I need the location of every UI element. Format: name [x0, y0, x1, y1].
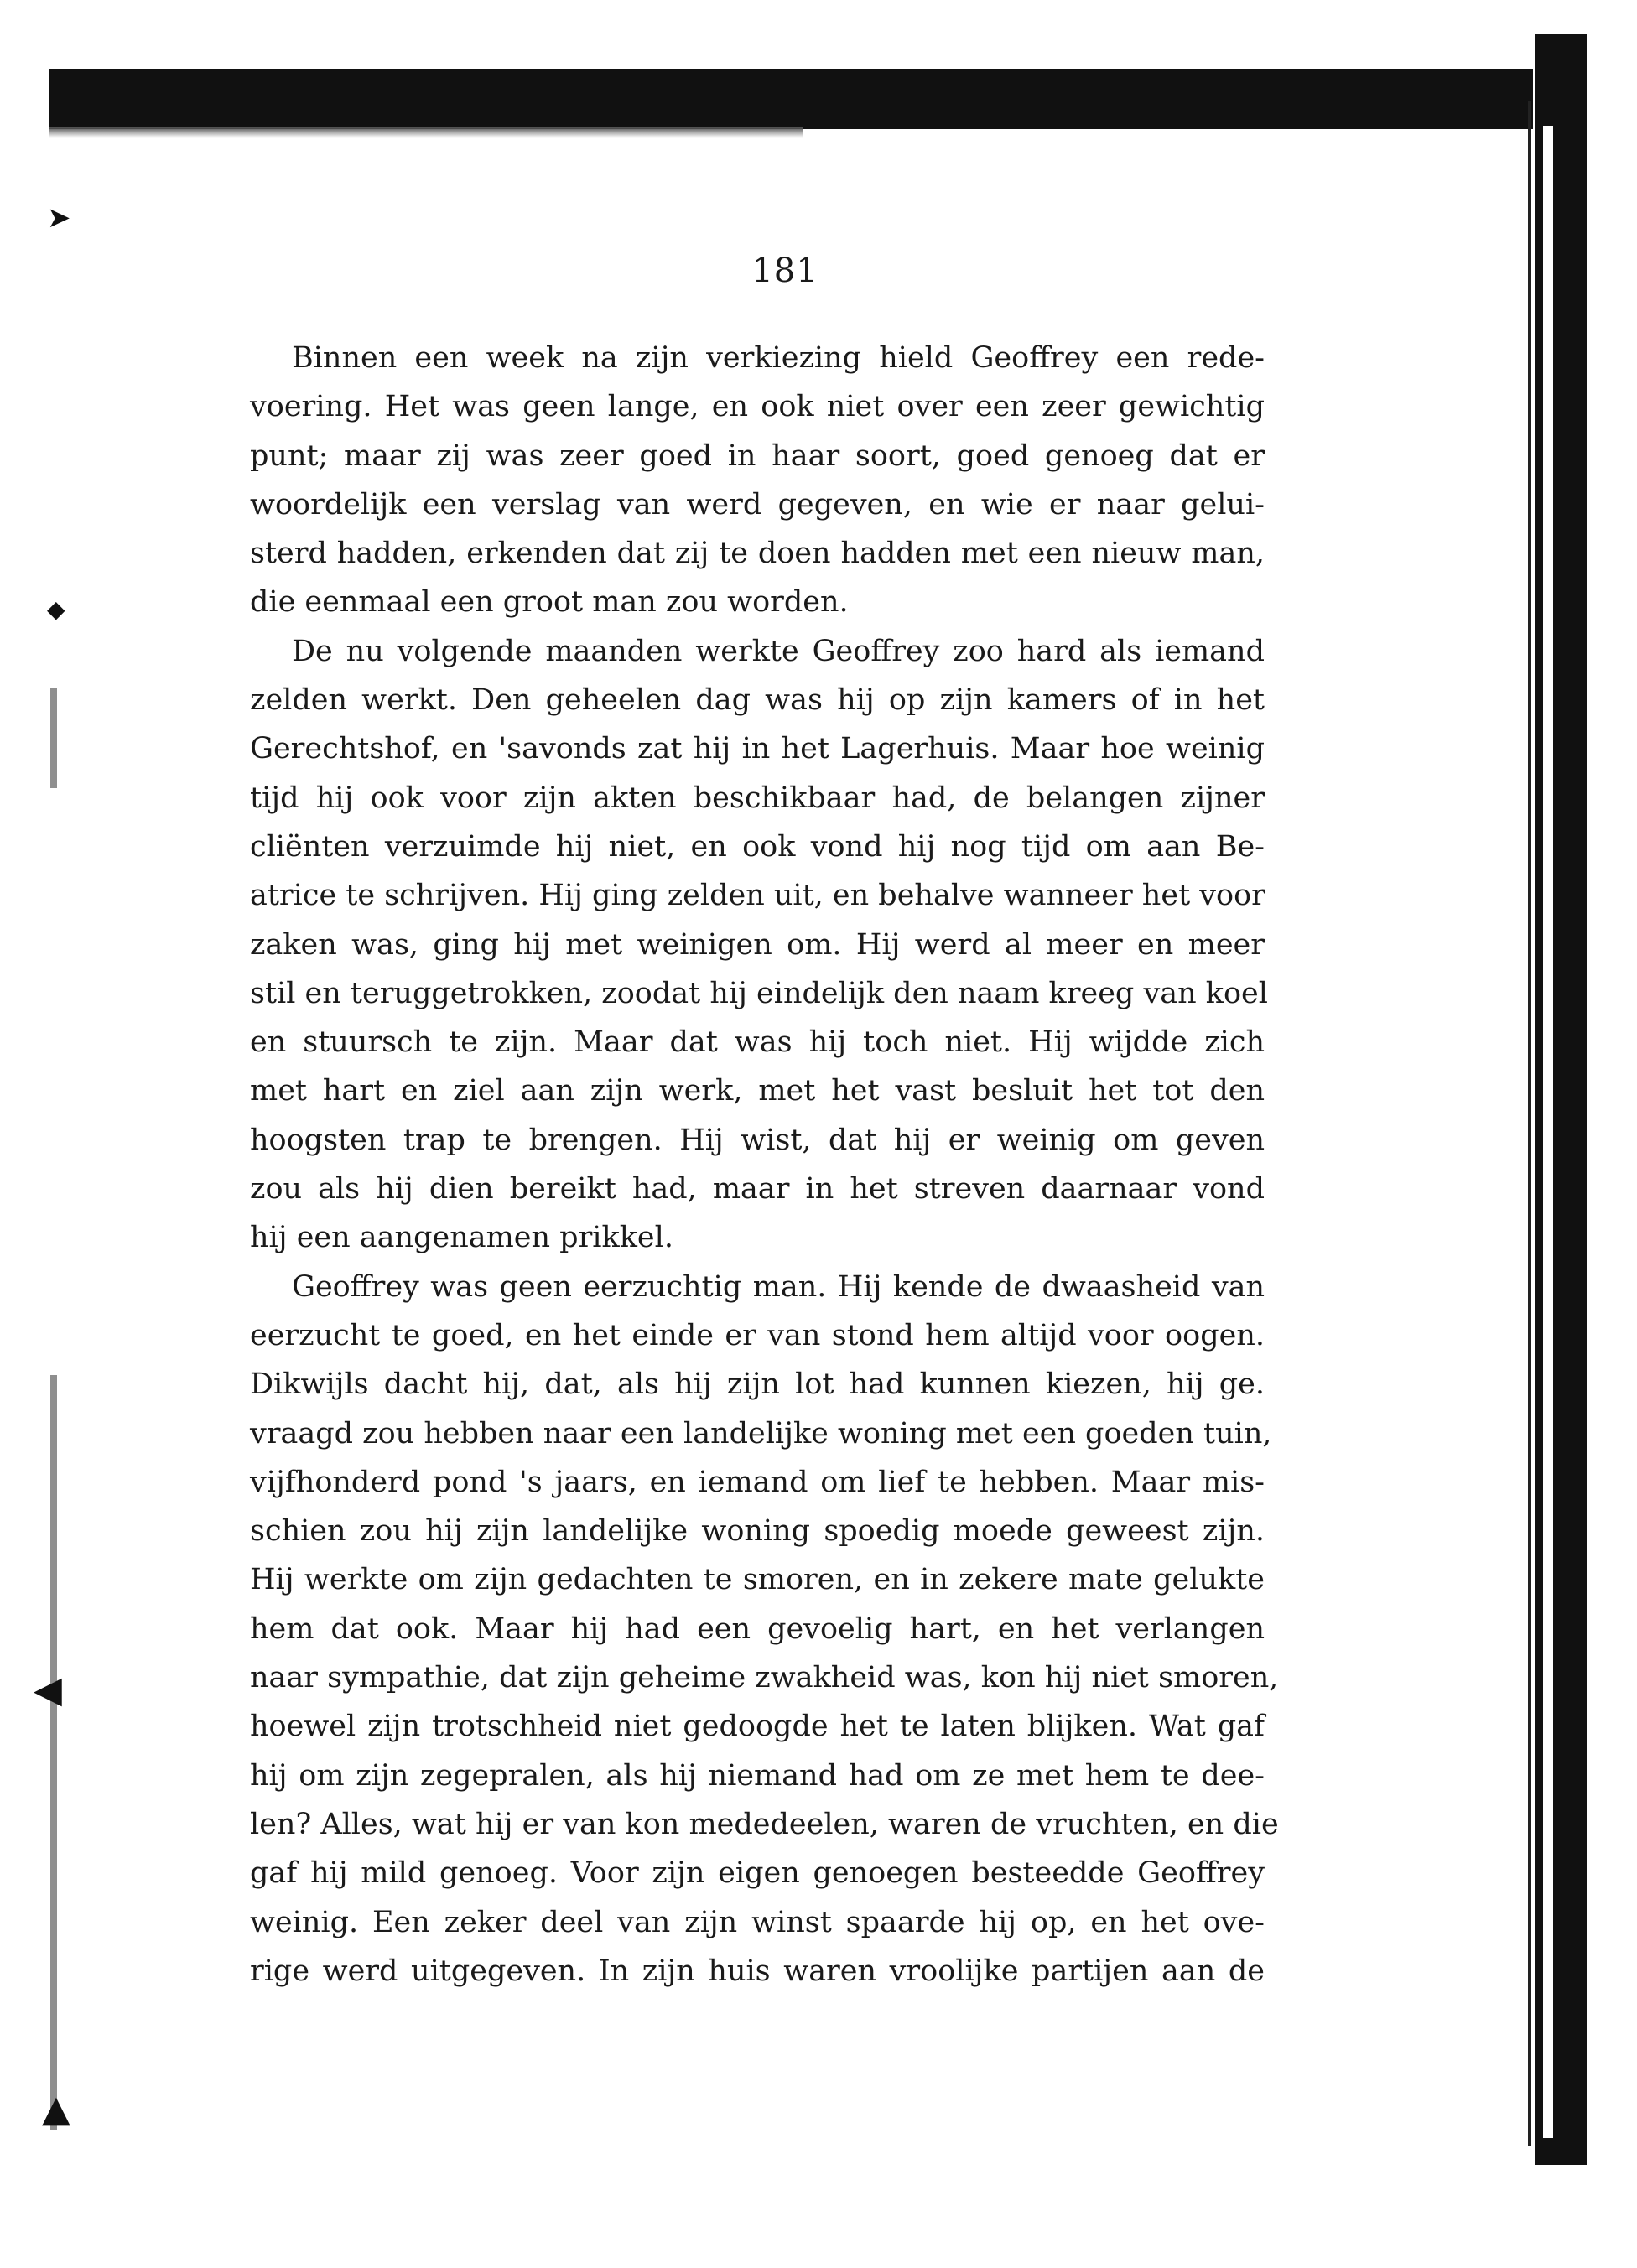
- paragraph: [250, 627, 1268, 1263]
- text-line: schien zou hij zijn landelijke woning spoedig moede geweest zijn.: [250, 1514, 1265, 1549]
- text-line: voering. Het was geen lange, en ook niet over een zeer gewichtig: [250, 390, 1265, 424]
- text-line: woordelijk een verslag van werd gegeven, en wie er naar gelui-: [250, 487, 1265, 522]
- text-line: naar sympathie, dat zijn geheime zwakheid was, kon hij niet smoren,: [250, 1661, 1279, 1695]
- text-line: punt; maar zij was zeer goed in haar soort, goed genoeg dat er: [250, 439, 1265, 473]
- page-number: 181: [751, 252, 818, 290]
- text-line: tijd hij ook voor zijn akten beschikbaar had, de belangen zijner: [250, 781, 1265, 815]
- text-line: Gerechtshof, en 'savonds zat hij in het Lagerhuis. Maar hoe weinig: [250, 732, 1265, 766]
- text-line: die eenmaal een groot man zou worden.: [250, 585, 849, 620]
- text-line: hij een aangenamen prikkel.: [250, 1221, 673, 1255]
- scan-right-border-gap: [1543, 126, 1553, 2138]
- text-line: vraagd zou hebben naar een landelijke woning met een goeden tuin,: [250, 1416, 1272, 1451]
- scan-left-smudge: [50, 688, 57, 788]
- text-line: gaf hij mild genoeg. Voor zijn eigen genoegen besteedde Geoffrey: [250, 1856, 1265, 1891]
- text-line: cliënten verzuimde hij niet, en ook vond hij nog tijd om aan Be-: [250, 829, 1265, 864]
- text-line: zou als hij dien bereikt had, maar in het streven daarnaar vond: [250, 1172, 1265, 1207]
- scan-mark-icon: ➤: [47, 201, 71, 235]
- paragraph: [250, 334, 1265, 627]
- text-line: Hij werkte om zijn gedachten te smoren, en in zekere mate gelukte: [250, 1563, 1265, 1597]
- scan-right-line: [1528, 101, 1531, 2146]
- text-line: met hart en ziel aan zijn werk, met het vast besluit het tot den: [250, 1074, 1265, 1108]
- text-line: len? Alles, wat hij er van kon mededeelen, waren de vruchten, en die: [250, 1807, 1279, 1841]
- text-line: weinig. Een zeker deel van zijn winst spaarde hij op, en het ove-: [250, 1905, 1265, 1939]
- text-line: hij om zijn zegepralen, als hij niemand had om ze met hem te dee-: [250, 1758, 1265, 1793]
- body-text: [250, 334, 1279, 1996]
- scan-mark-icon: ◆: [47, 595, 65, 623]
- text-line: hem dat ook. Maar hij had een gevoelig hart, en het verlangen: [250, 1611, 1265, 1646]
- text-line: sterd hadden, erkenden dat zij te doen hadden met een nieuw man,: [250, 537, 1265, 571]
- text-line: atrice te schrijven. Hij ging zelden uit, en behalve wanneer het voor: [250, 879, 1265, 913]
- text-line: stil en teruggetrokken, zoodat hij eindelijk den naam kreeg van koel: [250, 976, 1268, 1010]
- scan-blot-icon: ▲: [42, 2088, 70, 2130]
- scan-top-shadow: [49, 127, 803, 138]
- scan-top-border: [49, 69, 1533, 129]
- scan-bottom-edge: [1535, 2153, 1587, 2165]
- text-line: Binnen een week na zijn verkiezing hield Geoffrey een rede-: [292, 341, 1265, 375]
- text-line: en stuursch te zijn. Maar dat was hij toch niet. Hij wijdde zich: [250, 1025, 1265, 1060]
- text-line: Dikwijls dacht hij, dat, als hij zijn lot had kunnen kiezen, hij ge.: [250, 1368, 1265, 1402]
- text-line: hoewel zijn trotschheid niet gedoogde het te laten blijken. Wat gaf: [250, 1710, 1265, 1744]
- scan-arrow-icon: ◀: [34, 1669, 62, 1711]
- text-line: hoogsten trap te brengen. Hij wist, dat hij er weinig om geven: [250, 1123, 1265, 1157]
- text-line: zelden werkt. Den geheelen dag was hij op zijn kamers of in het: [250, 683, 1265, 718]
- text-line: Geoffrey was geen eerzuchtig man. Hij kende de dwaasheid van: [292, 1269, 1265, 1304]
- text-line: zaken was, ging hij met weinigen om. Hij werd al meer en meer: [250, 927, 1265, 962]
- paragraph: [250, 1263, 1279, 1996]
- text-line: rige werd uitgegeven. In zijn huis waren vroolijke partijen aan de: [250, 1954, 1265, 1988]
- text-line: De nu volgende maanden werkte Geoffrey zoo hard als iemand: [292, 634, 1265, 668]
- text-line: vijfhonderd pond 's jaars, en iemand om lief te hebben. Maar mis-: [250, 1465, 1265, 1499]
- scan-left-smudge: [50, 1375, 57, 2130]
- text-line: eerzucht te goed, en het einde er van stond hem altijd voor oogen.: [250, 1318, 1265, 1352]
